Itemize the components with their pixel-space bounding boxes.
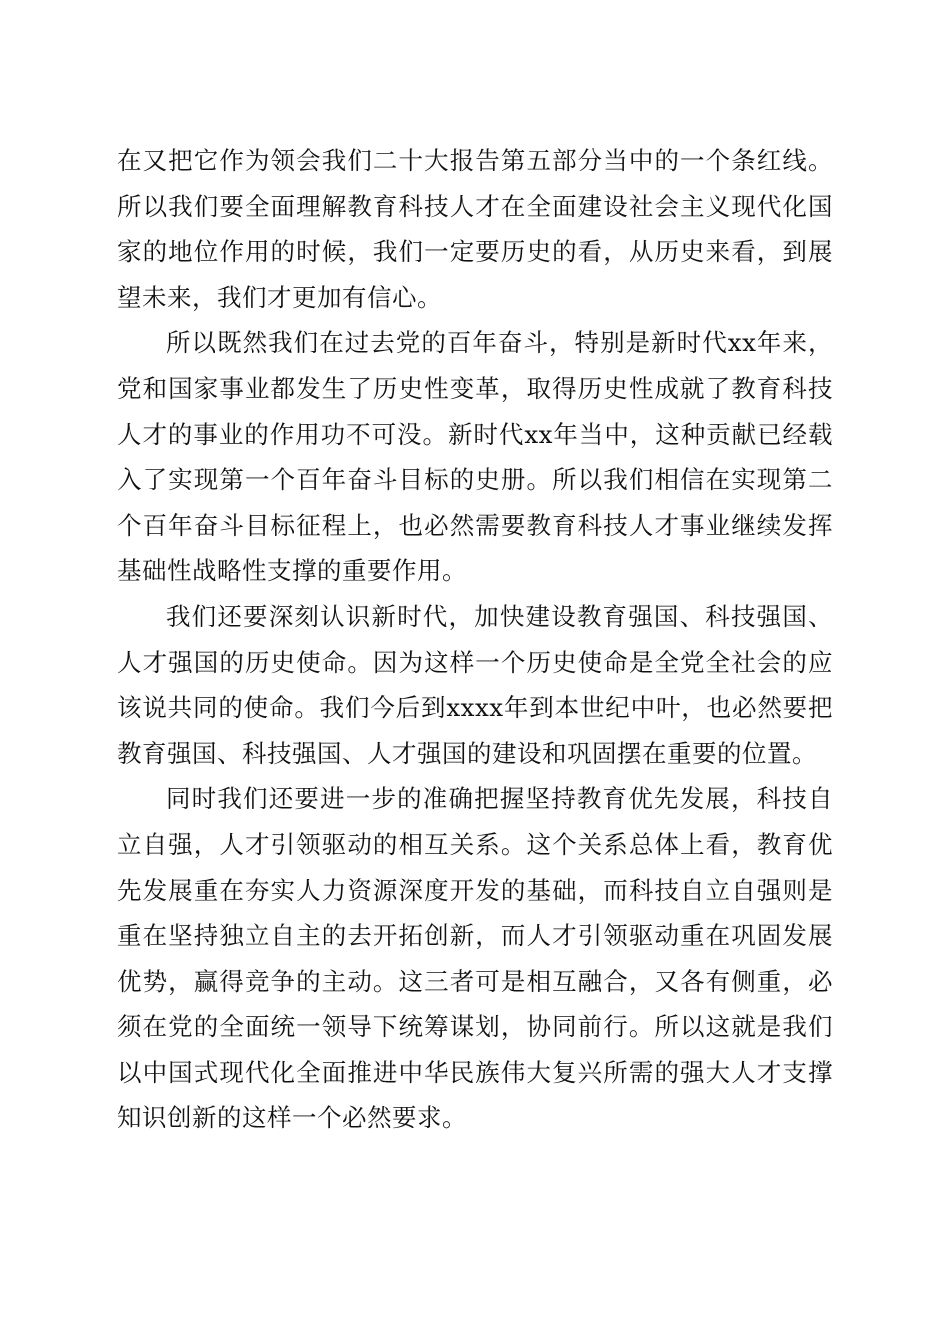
paragraph: 我们还要深刻认识新时代，加快建设教育强国、科技强国、人才强国的历史使命。因为这样一个历史使命是全党全社会的应该说共同的使命。我们今后到xxxx年到本世纪中叶，也必然要把教育强国、科技强国、人才强国的建设和巩固摆在重要的位置。 [117,601,833,768]
paragraph-continuation: 在又把它作为领会我们二十大报告第五部分当中的一个条红线。所以我们要全面理解教育科技人才在全面建设社会主义现代化国家的地位作用的时候，我们一定要历史的看，从历史来看，到展望未来，我们才更加有信心。 [117,146,833,312]
paragraph: 所以既然我们在过去党的百年奋斗，特别是新时代xx年来，党和国家事业都发生了历史性变革，取得历史性成就了教育科技人才的事业的作用功不可没。新时代xx年当中，这种贡献已经载入了实现第一个百年奋斗目标的史册。所以我们相信在实现第二个百年奋斗目标征程上，也必然需要教育科技人才事业继续发挥基础性战略性支撑的重要作用。 [117,328,833,586]
paragraph: 同时我们还要进一步的准确把握坚持教育优先发展，科技自立自强，人才引领驱动的相互关系。这个关系总体上看，教育优先发展重在夯实人力资源深度开发的基础，而科技自立自强则是重在坚持独立自主的去开拓创新，而人才引领驱动重在巩固发展优势，赢得竞争的主动。这三者可是相互融合，又各有侧重，必须在党的全面统一领导下统筹谋划，协同前行。所以这就是我们以中国式现代化全面推进中华民族伟大复兴所需的强大人才支撑知识创新的这样一个必然要求。 [117,784,833,1133]
document-body [117,138,833,1141]
